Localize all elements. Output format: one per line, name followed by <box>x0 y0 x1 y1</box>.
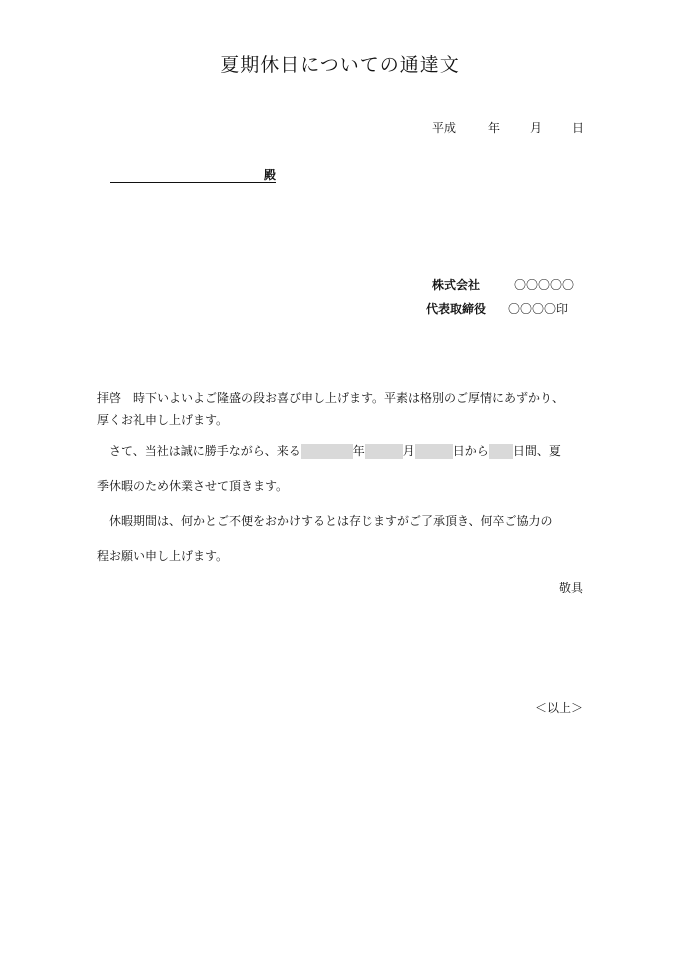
notice-prefix: さて、当社は誠に勝手ながら、来る <box>97 444 301 458</box>
apology-line-2: 程お願い申し上げます。 <box>97 549 229 563</box>
notice-paragraph <box>97 442 591 459</box>
sender-rep-label: 代表取締役 <box>426 302 487 316</box>
opening-paragraph <box>97 389 591 428</box>
date-month: 月 <box>530 121 543 135</box>
sender-company <box>432 276 574 293</box>
opening-line-2: 厚くお礼申し上げます。 <box>97 413 229 427</box>
apology-paragraph <box>97 512 591 529</box>
year-blank <box>301 444 353 459</box>
sender-company-name: 〇〇〇〇〇 <box>514 278 575 292</box>
addressee-honorific: 殿 <box>263 168 276 182</box>
notice-year-label: 年 <box>352 444 365 458</box>
date-year: 年 <box>488 121 501 135</box>
end-mark: ＜以上＞ <box>534 701 583 715</box>
notice-month-label: 月 <box>402 444 415 458</box>
notice-from-label: 日から <box>452 444 489 458</box>
date-era: 平成 <box>432 121 457 135</box>
date-line <box>432 119 584 136</box>
month-blank <box>365 444 403 459</box>
notice-suffix: 日間、夏 <box>512 444 561 458</box>
closing-keigu: 敬具 <box>558 581 583 595</box>
sender-rep-name: 〇〇〇〇印 <box>508 302 569 316</box>
days-count-blank <box>489 444 513 459</box>
sender-company-label: 株式会社 <box>432 278 481 292</box>
sender-representative <box>426 300 568 317</box>
day-blank <box>415 444 453 459</box>
addressee-line <box>110 166 276 183</box>
apology-line-1: 休暇期間は、何かとご不便をおかけするとは存じますがご了承頂き、何卒ご協力の <box>97 514 553 528</box>
notice-paragraph-cont <box>97 477 591 494</box>
notice-line-2: 季休暇のため休業させて頂きます。 <box>97 479 289 493</box>
opening-line-1: 拝啓 時下いよいよご隆盛の段お喜び申し上げます。平素は格別のご厚情にあずかり、 <box>97 391 565 405</box>
apology-paragraph-cont <box>97 547 591 564</box>
notice-line-1 <box>97 442 591 459</box>
date-day: 日 <box>572 121 585 135</box>
document-title: 夏期休日についての通達文 <box>220 54 460 76</box>
